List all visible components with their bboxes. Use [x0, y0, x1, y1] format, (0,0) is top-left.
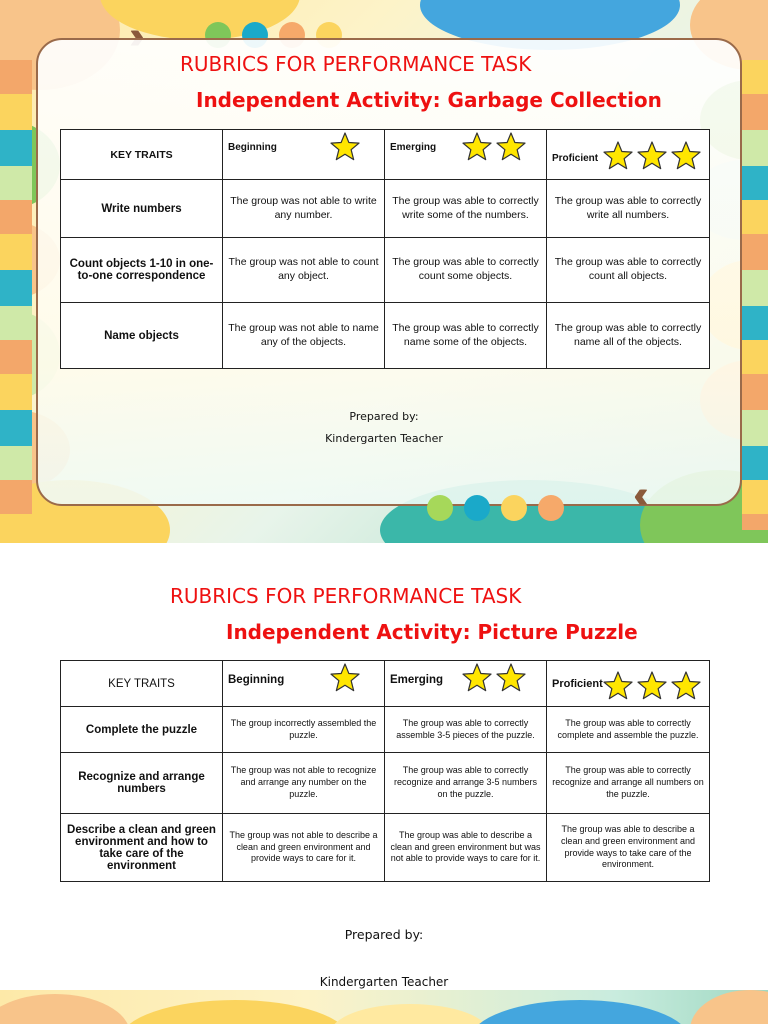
trait-cell: Count objects 1-10 in one-to-one correspondence — [61, 238, 223, 303]
table-row — [61, 238, 710, 303]
table-header-row — [61, 661, 710, 707]
header-beginning — [223, 661, 385, 707]
beginning-cell: The group was not able to describe a clean and green environment and provide ways to care for it. — [223, 814, 385, 882]
star-icon — [329, 662, 361, 694]
decor-blob — [330, 1004, 490, 1024]
proficient-cell: The group was able to describe a clean and green environment and provide ways to take care of the environment. — [547, 814, 710, 882]
header-emerging-label: Emerging — [390, 142, 437, 153]
header-key-traits-label: KEY TRAITS — [110, 148, 173, 161]
header-proficient-label: Proficient — [552, 678, 603, 690]
star-icon — [461, 662, 493, 694]
emerging-cell: The group was able to correctly write some of the numbers. — [385, 180, 547, 238]
decor-dot — [538, 495, 564, 521]
rating-stars — [602, 670, 702, 702]
decor-dot — [464, 495, 490, 521]
trait-cell: Complete the puzzle — [61, 707, 223, 753]
star-icon — [636, 670, 668, 702]
beginning-cell: The group was not able to count any object. — [223, 238, 385, 303]
star-icon — [602, 670, 634, 702]
header-key-traits — [61, 661, 223, 707]
header-key-traits — [61, 130, 223, 180]
rubric-table — [60, 660, 710, 882]
star-icon — [670, 670, 702, 702]
star-icon — [495, 131, 527, 163]
page-title: RUBRICS FOR PERFORMANCE TASK — [170, 584, 522, 608]
header-emerging — [385, 661, 547, 707]
table-row — [61, 707, 710, 753]
decor-blob — [470, 1000, 690, 1024]
star-icon — [329, 131, 361, 163]
emerging-cell: The group was able to describe a clean and green environment but was not able to provide ways to care for it. — [385, 814, 547, 882]
decor-dot — [501, 495, 527, 521]
preparer-name: Kindergarten Teacher — [319, 975, 449, 989]
page-title: RUBRICS FOR PERFORMANCE TASK — [180, 52, 532, 76]
decor-blob — [120, 1000, 350, 1024]
star-icon — [602, 140, 634, 172]
decor-dot — [427, 495, 453, 521]
emerging-cell: The group was able to correctly name some of the objects. — [385, 303, 547, 369]
table-row — [61, 180, 710, 238]
decor-stripe — [0, 60, 32, 530]
decor-stripe — [742, 60, 768, 530]
decor-dots — [427, 495, 564, 521]
header-key-traits-label: KEY TRAITS — [108, 677, 175, 690]
beginning-cell: The group was not able to recognize and arrange any number on the puzzle. — [223, 753, 385, 814]
trait-cell: Name objects — [61, 303, 223, 369]
decor-blob — [690, 990, 768, 1024]
header-beginning — [223, 130, 385, 180]
rating-stars — [602, 140, 702, 172]
emerging-cell: The group was able to correctly count some objects. — [385, 238, 547, 303]
header-emerging — [385, 130, 547, 180]
header-beginning-label: Beginning — [228, 142, 277, 153]
trait-cell: Write numbers — [61, 180, 223, 238]
header-proficient — [547, 661, 710, 707]
prepared-by-label: Prepared by: — [344, 927, 424, 942]
header-proficient — [547, 130, 710, 180]
emerging-cell: The group was able to correctly recognize and arrange 3-5 numbers on the puzzle. — [385, 753, 547, 814]
rubric-table — [60, 129, 710, 369]
rating-stars — [329, 131, 361, 163]
proficient-cell: The group was able to correctly count all objects. — [547, 238, 710, 303]
table-row — [61, 753, 710, 814]
star-icon — [461, 131, 493, 163]
proficient-cell: The group was able to correctly recognize and arrange all numbers on the puzzle. — [547, 753, 710, 814]
star-icon — [495, 662, 527, 694]
header-emerging-label: Emerging — [390, 674, 444, 686]
rating-stars — [461, 662, 527, 694]
prepared-by-label: Prepared by: — [349, 410, 419, 423]
beginning-cell: The group incorrectly assembled the puzzle. — [223, 707, 385, 753]
rating-stars — [461, 131, 527, 163]
header-proficient-label: Proficient — [552, 153, 599, 164]
table-row — [61, 814, 710, 882]
decor-blob — [0, 994, 130, 1024]
preparer-name: Kindergarten Teacher — [325, 432, 443, 445]
proficient-cell: The group was able to correctly write all numbers. — [547, 180, 710, 238]
rating-stars — [329, 662, 361, 694]
page-subtitle: Independent Activity: Garbage Collection — [196, 88, 662, 112]
header-beginning-label: Beginning — [228, 674, 285, 686]
emerging-cell: The group was able to correctly assemble 3-5 pieces of the puzzle. — [385, 707, 547, 753]
page-subtitle: Independent Activity: Picture Puzzle — [226, 620, 638, 644]
trait-cell: Recognize and arrange numbers — [61, 753, 223, 814]
beginning-cell: The group was not able to name any of the objects. — [223, 303, 385, 369]
trait-cell: Describe a clean and green environment and how to take care of the environment — [61, 814, 223, 882]
proficient-cell: The group was able to correctly name all of the objects. — [547, 303, 710, 369]
star-icon — [636, 140, 668, 172]
table-row — [61, 303, 710, 369]
star-icon — [670, 140, 702, 172]
decor-bottom-strip — [0, 990, 768, 1024]
proficient-cell: The group was able to correctly complete and assemble the puzzle. — [547, 707, 710, 753]
beginning-cell: The group was not able to write any number. — [223, 180, 385, 238]
table-header-row — [61, 130, 710, 180]
